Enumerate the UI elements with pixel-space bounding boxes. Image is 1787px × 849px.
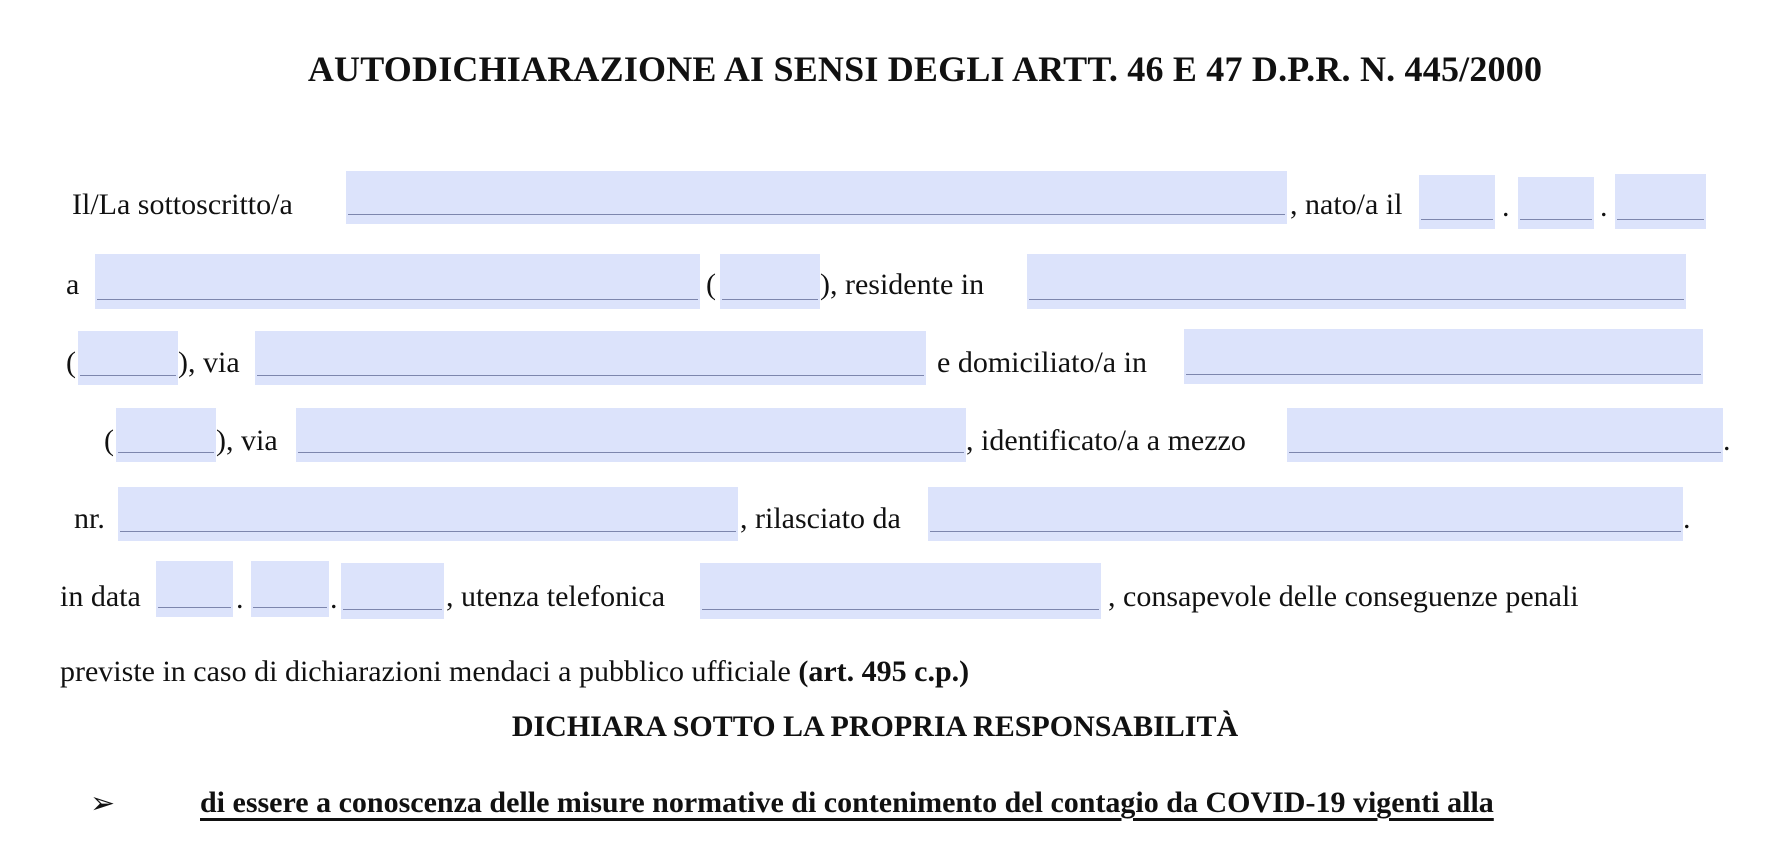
label-nato: , nato/a il xyxy=(1290,188,1403,221)
issue-year-field[interactable] xyxy=(341,563,444,619)
issue-month-field[interactable] xyxy=(251,561,329,617)
residence-province-input[interactable] xyxy=(78,331,178,385)
penal-notice-text: previste in caso di dichiarazioni mendaci a pubblico ufficiale xyxy=(60,655,799,688)
label-via: ), via xyxy=(216,424,278,457)
id-document-input[interactable] xyxy=(1287,408,1723,462)
phone-field[interactable] xyxy=(700,563,1101,619)
name-input[interactable] xyxy=(346,171,1287,224)
birth-day-input[interactable] xyxy=(1419,175,1495,229)
label-via: ), via xyxy=(178,346,240,379)
issue-month-input[interactable] xyxy=(251,561,329,617)
label-consapevole: , consapevole delle conseguenze penali xyxy=(1108,580,1579,613)
birthplace-input[interactable] xyxy=(95,254,700,309)
document-number-input[interactable] xyxy=(118,487,738,541)
label-residente: ), residente in xyxy=(820,268,985,301)
residence-province-field[interactable] xyxy=(78,331,178,385)
issued-by-input[interactable] xyxy=(928,487,1683,541)
id-document-field[interactable] xyxy=(1287,408,1723,462)
paren-open: ( xyxy=(706,268,716,301)
label-identificato: , identificato/a a mezzo xyxy=(966,424,1246,457)
residence-street-input[interactable] xyxy=(255,331,926,385)
label-nr: nr. xyxy=(74,502,105,535)
birth-province-input[interactable] xyxy=(720,254,820,309)
issue-year-input[interactable] xyxy=(341,563,444,619)
trailing-dot: . xyxy=(1683,502,1691,535)
date-separator: . xyxy=(330,582,338,615)
residence-input[interactable] xyxy=(1027,254,1686,309)
trailing-dot: . xyxy=(1723,424,1731,457)
paren-open: ( xyxy=(104,424,114,457)
domicile-province-input[interactable] xyxy=(116,408,216,462)
document-number-field[interactable] xyxy=(118,487,738,541)
label-in-data: in data xyxy=(60,580,141,613)
label-a: a xyxy=(66,268,80,301)
birth-month-input[interactable] xyxy=(1518,177,1594,229)
date-separator: . xyxy=(1600,190,1608,223)
phone-input[interactable] xyxy=(700,563,1101,619)
birth-year-field[interactable] xyxy=(1615,174,1706,229)
label-utenza: , utenza telefonica xyxy=(446,580,666,613)
arrow-bullet-icon: ➢ xyxy=(90,787,116,820)
date-separator: . xyxy=(1502,190,1510,223)
name-field[interactable] xyxy=(346,171,1287,224)
penal-article: (art. 495 c.p.) xyxy=(798,655,970,688)
birth-province-field[interactable] xyxy=(720,254,820,309)
birthplace-field[interactable] xyxy=(95,254,700,309)
penal-notice xyxy=(60,655,969,689)
declaration-heading: DICHIARA SOTTO LA PROPRIA RESPONSABILITÀ xyxy=(511,710,1239,743)
declaration-item: di essere a conoscenza delle misure normative di contenimento del contagio da COVID-19 vigenti alla xyxy=(200,786,1494,819)
date-separator: . xyxy=(236,582,244,615)
label-rilasciato: , rilasciato da xyxy=(740,502,901,535)
issued-by-field[interactable] xyxy=(928,487,1683,541)
paren-open: ( xyxy=(66,346,76,379)
domicile-street-field[interactable] xyxy=(296,408,966,462)
birth-day-field[interactable] xyxy=(1419,175,1495,229)
residence-street-field[interactable] xyxy=(255,331,926,385)
issue-day-field[interactable] xyxy=(156,561,233,617)
domicile-street-input[interactable] xyxy=(296,408,966,462)
label-sottoscritto: Il/La sottoscritto/a xyxy=(72,188,293,221)
label-domiciliato: e domiciliato/a in xyxy=(937,346,1147,379)
page-title: AUTODICHIARAZIONE AI SENSI DEGLI ARTT. 46 E 47 D.P.R. N. 445/2000 xyxy=(307,49,1543,89)
domicile-input[interactable] xyxy=(1184,329,1703,384)
birth-year-input[interactable] xyxy=(1615,174,1706,229)
domicile-field[interactable] xyxy=(1184,329,1703,384)
birth-month-field[interactable] xyxy=(1518,177,1594,229)
residence-field[interactable] xyxy=(1027,254,1686,309)
issue-day-input[interactable] xyxy=(156,561,233,617)
domicile-province-field[interactable] xyxy=(116,408,216,462)
